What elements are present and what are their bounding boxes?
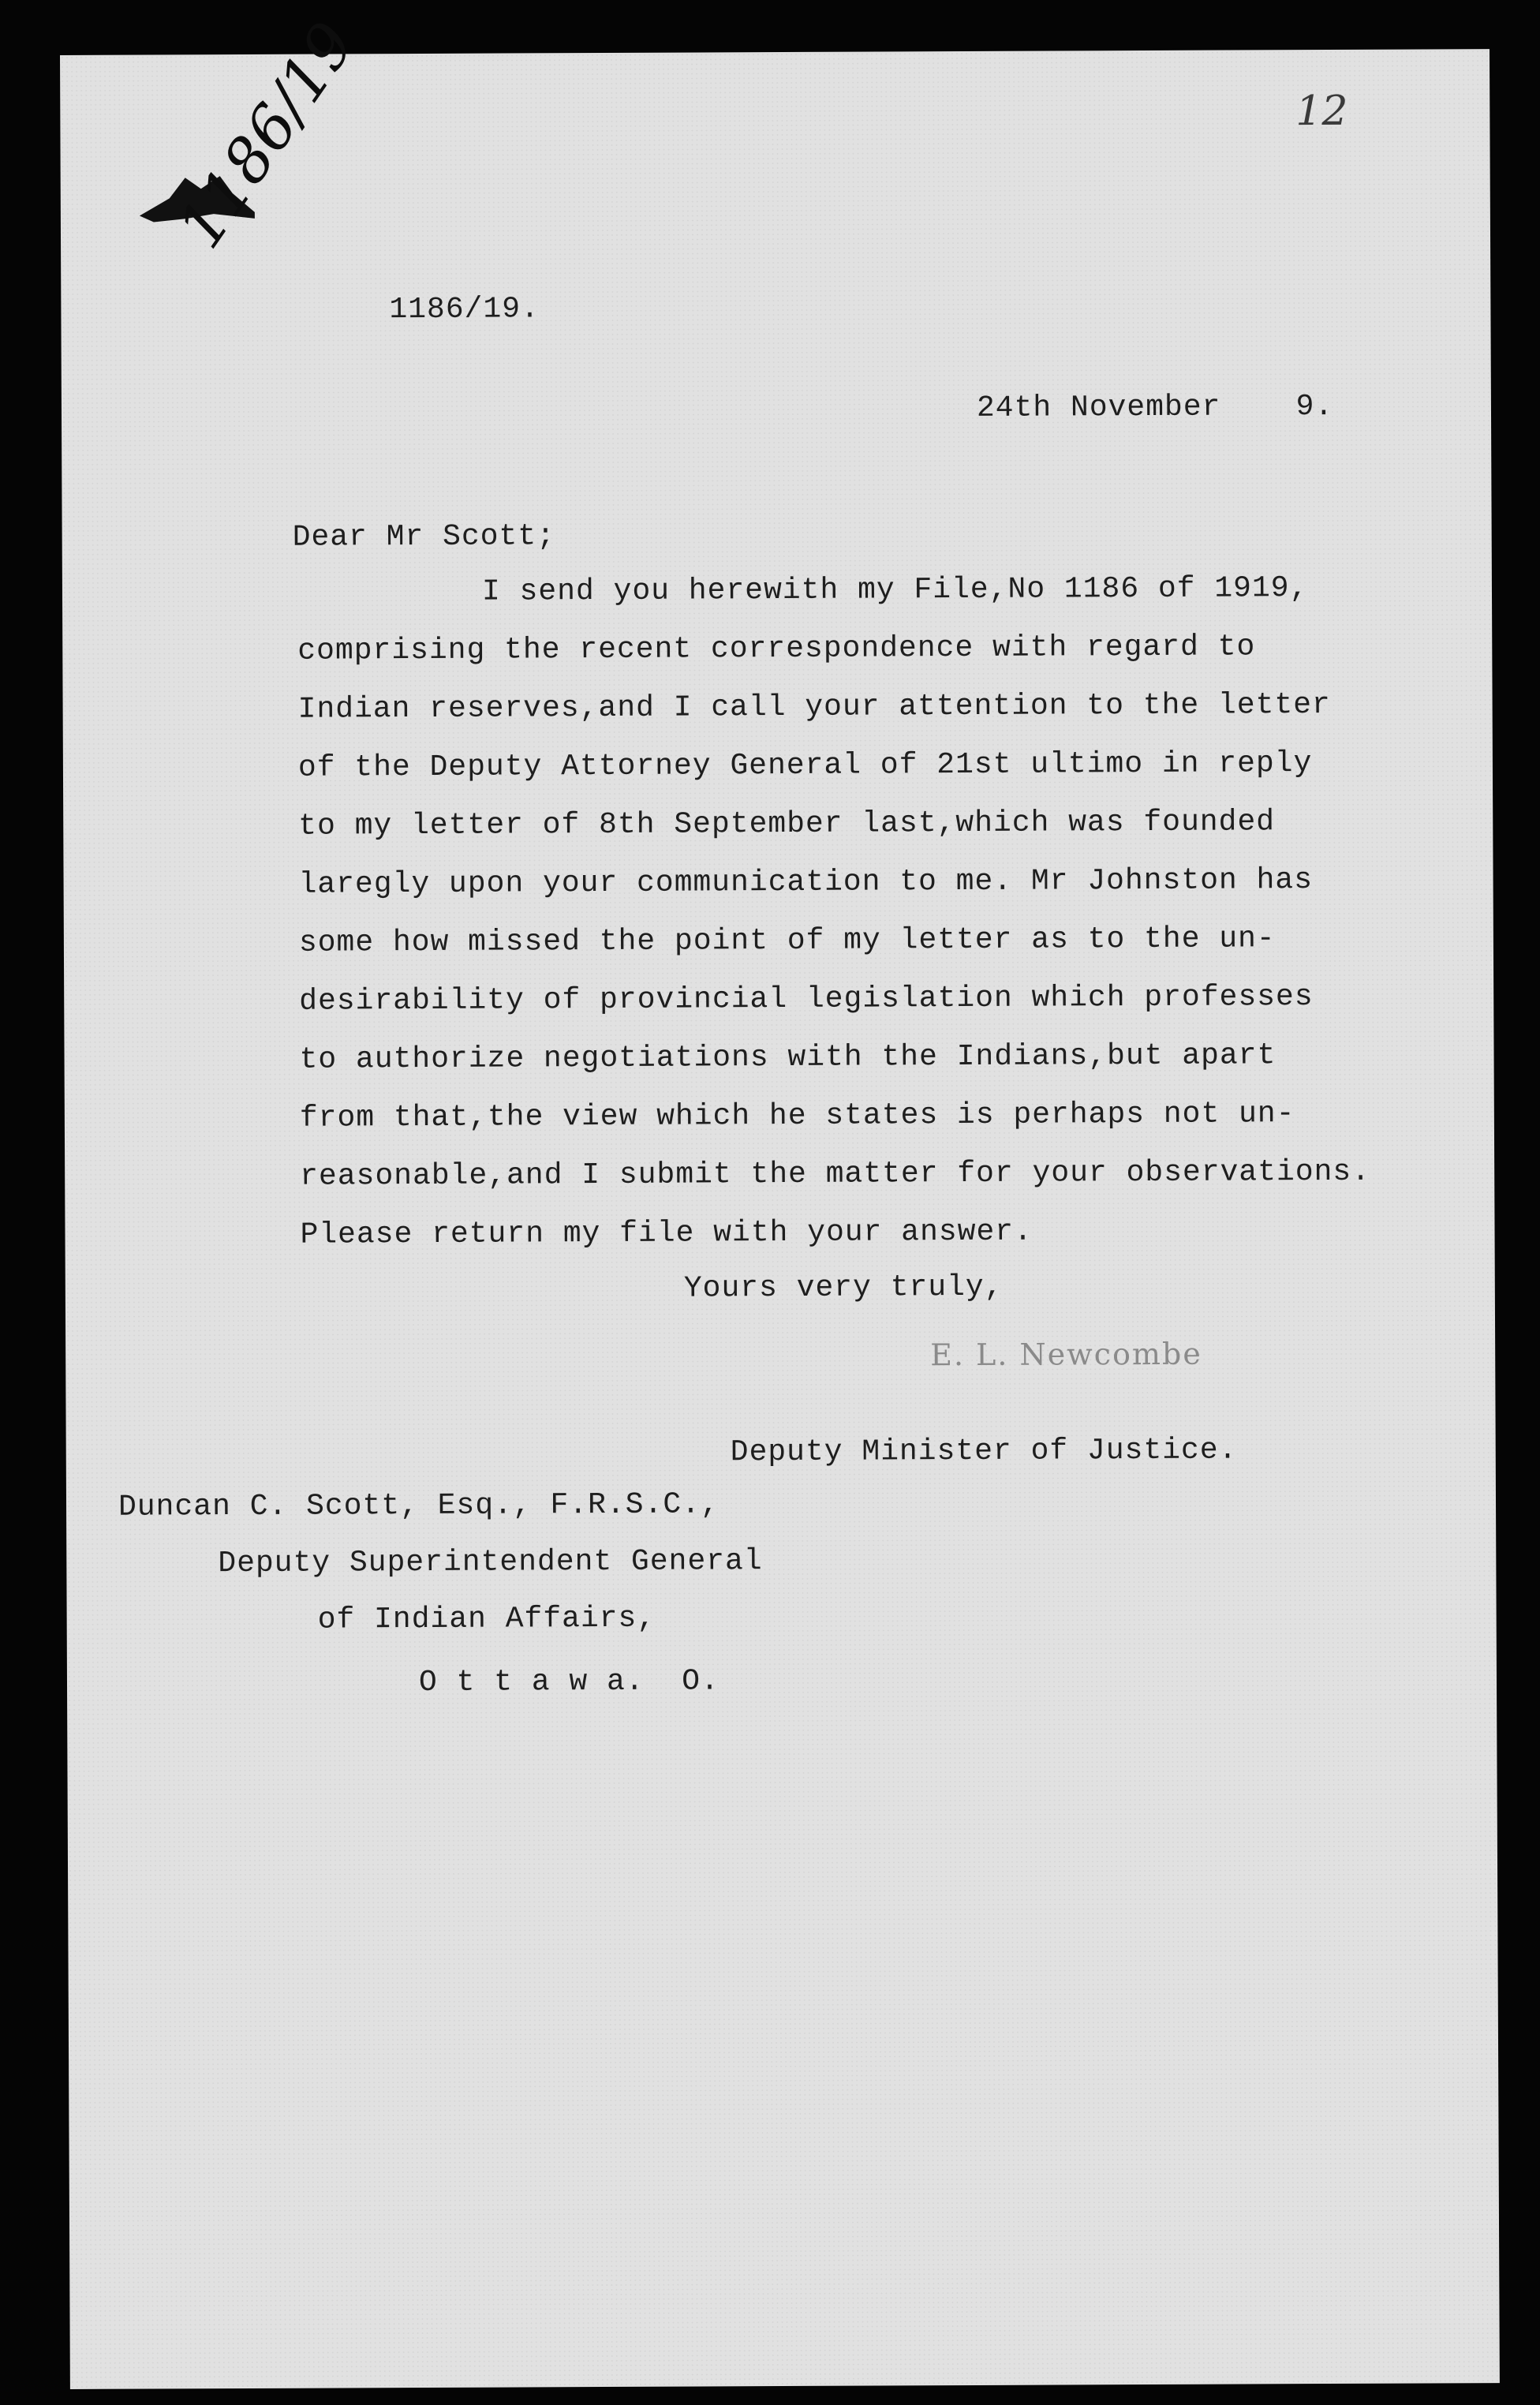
signer-title: Deputy Minister of Justice. [730,1433,1238,1470]
handwritten-file-number: 1186/19 [164,10,369,261]
letter-page [60,10,1500,2389]
file-reference: 1186/19. [389,292,540,327]
addressee-city: O t t a w a. O. [418,1664,720,1700]
closing: Yours very truly, [683,1270,1004,1306]
signature-stamp: E. L. Newcombe [930,1336,1202,1373]
addressee-name: Duncan C. Scott, Esq., F.R.S.C., [118,1487,720,1524]
body-line: Please return my file with your answer. [300,1214,1033,1252]
body-line: comprising the recent correspondence with regard to [297,630,1256,668]
body-line: to my letter of 8th September last,which was founded [298,805,1276,843]
body-line: from that,the view which he states is perhaps not un- [299,1097,1295,1135]
addressee-department: of Indian Affairs, [317,1601,656,1637]
salutation: Dear Mr Scott; [292,519,556,555]
body-line: Indian reserves,and I call your attention to the letter [297,687,1331,727]
addressee-title: Deputy Superintendent General [218,1544,763,1581]
page-number: 12 [1295,87,1348,136]
body-line: laregly upon your communication to me. Mr Johnston has [298,863,1314,902]
body-line: to authorize negotiations with the Indians,but apart [299,1038,1276,1077]
body-line: reasonable,and I submit the matter for your observations. [300,1154,1371,1194]
letter-date: 24th November 9. [976,389,1334,425]
body-line: of the Deputy Attorney General of 21st ultimo in reply [297,746,1313,785]
body-line: desirability of provincial legislation which professes [299,980,1314,1019]
body-line: some how missed the point of my letter as to the un- [298,922,1276,960]
body-line: I send you herewith my File,No 1186 of 1919, [481,571,1309,609]
